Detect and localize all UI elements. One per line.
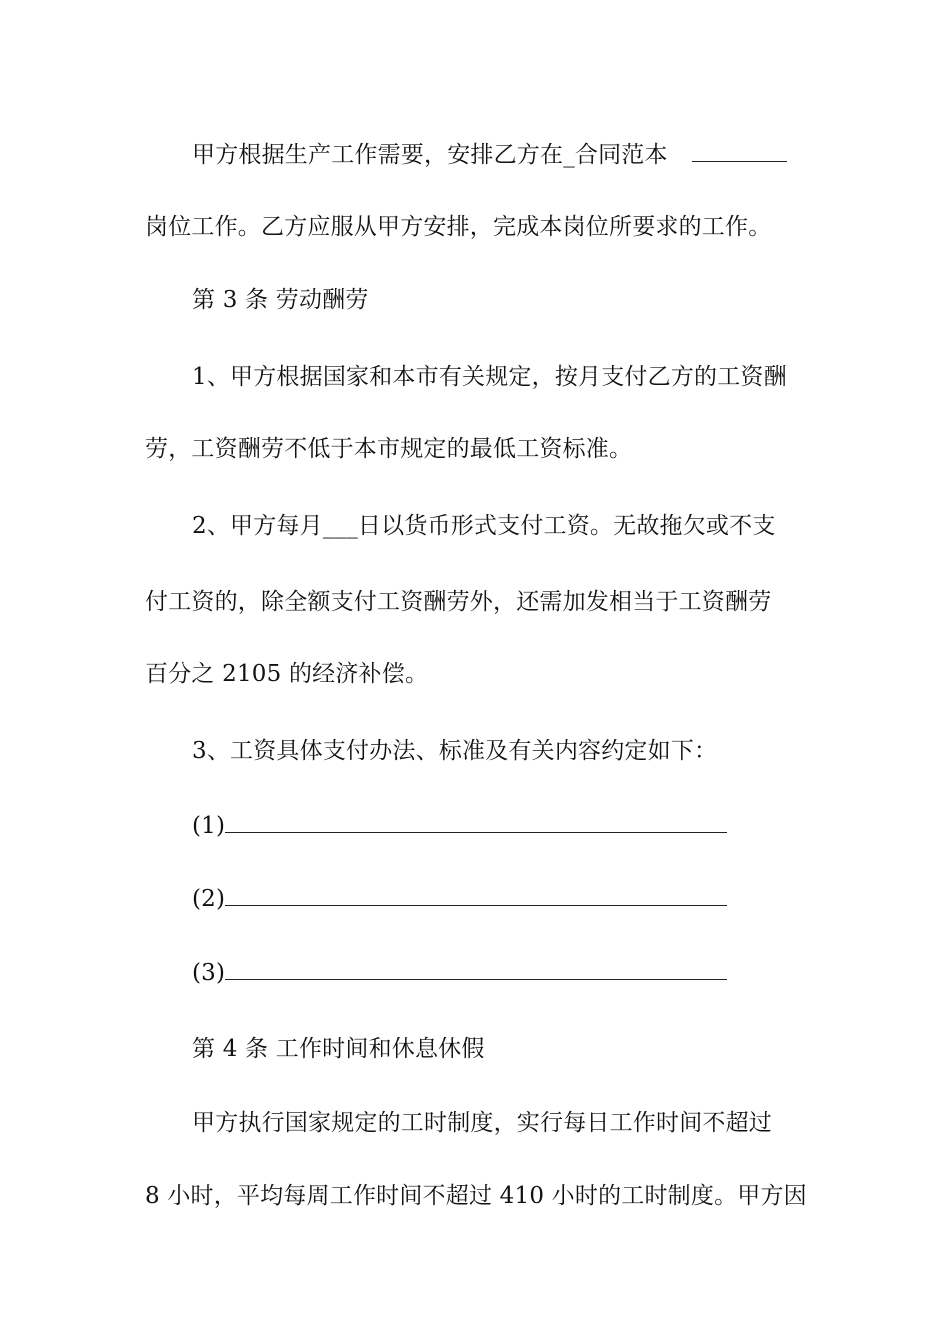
line-text: 劳，工资酬劳不低于本市规定的最低工资标准。 bbox=[145, 436, 633, 462]
paragraph-line bbox=[0, 736, 950, 766]
paragraph-line bbox=[0, 362, 950, 392]
heading-text: 第 3 条 劳动酬劳 bbox=[192, 287, 369, 313]
paragraph-line bbox=[0, 140, 950, 170]
fill-in-blank bbox=[225, 810, 727, 833]
paragraph-line bbox=[0, 659, 950, 689]
heading-text: 第 4 条 工作时间和休息休假 bbox=[192, 1036, 485, 1062]
line-text: 甲方执行国家规定的工时制度，实行每日工作时间不超过 bbox=[192, 1110, 772, 1136]
list-item-blank bbox=[0, 957, 950, 988]
line-text: 2、甲方每月___日以货币形式支付工资。无故拖欠或不支 bbox=[192, 513, 776, 539]
fill-in-blank bbox=[225, 883, 727, 906]
list-item-number: (3) bbox=[192, 960, 226, 986]
line-text: 甲方根据生产工作需要，安排乙方在_合同范本 bbox=[192, 142, 668, 168]
line-text: 8 小时，平均每周工作时间不超过 410 小时的工时制度。甲方因 bbox=[145, 1183, 807, 1209]
list-item-blank bbox=[0, 810, 950, 841]
list-item-number: (2) bbox=[192, 886, 226, 912]
line-text: 百分之 2105 的经济补偿。 bbox=[145, 661, 429, 687]
line-text: 3、工资具体支付办法、标准及有关内容约定如下： bbox=[192, 738, 718, 764]
fill-in-blank bbox=[225, 957, 727, 980]
paragraph-line bbox=[0, 212, 950, 242]
line-text: 岗位工作。乙方应服从甲方安排，完成本岗位所要求的工作。 bbox=[145, 214, 772, 240]
paragraph-line bbox=[0, 1181, 950, 1211]
section-heading bbox=[0, 1034, 950, 1064]
section-heading bbox=[0, 285, 950, 315]
line-text: 付工资的，除全额支付工资酬劳外，还需加发相当于工资酬劳 bbox=[145, 589, 772, 615]
list-item-blank bbox=[0, 883, 950, 914]
paragraph-line bbox=[0, 511, 950, 541]
fill-in-blank bbox=[692, 141, 787, 162]
line-text: 1、甲方根据国家和本市有关规定，按月支付乙方的工资酬 bbox=[192, 364, 787, 390]
paragraph-line bbox=[0, 434, 950, 464]
list-item-number: (1) bbox=[192, 813, 226, 839]
paragraph-line bbox=[0, 587, 950, 617]
paragraph-line bbox=[0, 1108, 950, 1138]
